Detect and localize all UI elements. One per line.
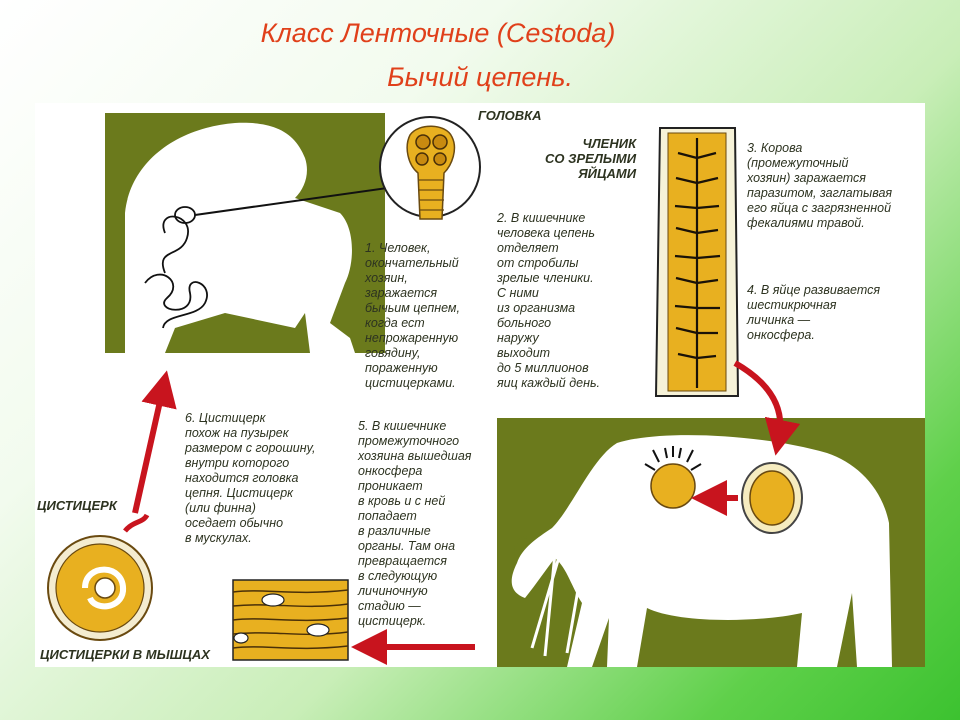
cysticercus-label: ЦИСТИЦЕРК bbox=[37, 498, 117, 513]
egg-oncosphere-label: ОНКОСФЕРА В ЯЙЦЕ bbox=[735, 533, 818, 563]
step-6-text: 6. Цистицерк похож на пузырек размером с горошину, внутри которого находится головка цепня. Цистицерк (или финна) оседает обычно в мускулах. bbox=[185, 411, 316, 545]
free-oncosphere-label: СВОБОДНАЯ ОНКОСФЕРА bbox=[625, 533, 711, 563]
step-4-text: 4. В яйце развивается шестикрючная личинка — онкосфера. bbox=[747, 283, 881, 342]
step-5-text: 5. В кишечнике промежуточного хозяина вышедшая онкосфера проникает в кровь и с ней попадает в различные органы. Там она превращается в следующую личиночную стадию — цистицерк. bbox=[358, 419, 472, 628]
step-1-text: 1. Человек, окончательный хозяин, заражается бычьим цепнем, когда ест непрожаренную говядину, пораженную цистицерками. bbox=[365, 241, 460, 390]
lifecycle-arrows bbox=[35, 103, 925, 667]
step-3-text: 3. Корова (промежуточный хозяин) заражается паразитом, заглатывая его яйца с загрязненной фекалиями травой. bbox=[747, 141, 893, 230]
cysticerci-muscle-label: ЦИСТИЦЕРКИ В МЫШЦАХ bbox=[40, 647, 210, 662]
lifecycle-diagram bbox=[35, 103, 925, 667]
slide-subtitle: Бычий цепень. bbox=[387, 62, 573, 92]
arrow-to-cysticercus bbox=[125, 515, 147, 531]
segment-label: ЧЛЕНИК СО ЗРЕЛЫМИ ЯЙЦАМИ bbox=[545, 136, 637, 181]
arrow-to-cow bbox=[735, 363, 780, 438]
step-2-text: 2. В кишечнике человека цепень отделяет от стробилы зрелые членики. С ними из организма больного наружу выходит до 5 миллионов яиц каждый день. bbox=[497, 211, 601, 390]
arrow-to-human bbox=[135, 388, 163, 513]
slide-title: Класс Ленточные (Cestoda) bbox=[260, 18, 616, 48]
head-label: ГОЛОВКА bbox=[478, 108, 542, 123]
